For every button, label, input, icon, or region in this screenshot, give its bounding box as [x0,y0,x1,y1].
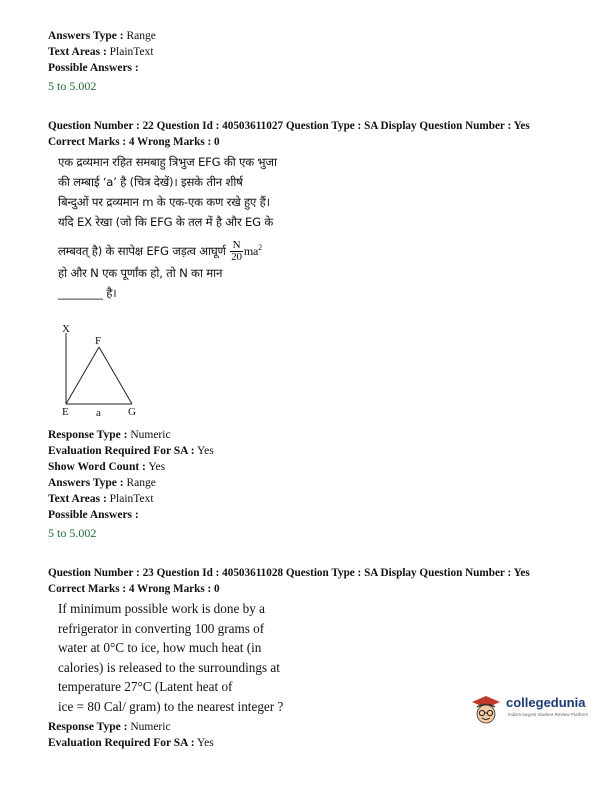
graduate-mascot-icon [468,693,504,727]
q23-line-3: water at 0°C to ice, how much heat (in [58,640,262,655]
possible-answers-row: Possible Answers : [48,62,139,74]
text-areas-row: Text Areas : PlainText [48,46,154,58]
side-ef [66,347,99,404]
q23-header: Question Number : 23 Question Id : 40503611028 Question Type : SA Display Question Number : Yes [48,567,530,579]
q22-line-2: की लम्बाई ‘a’ है (चित्र देखें)। इसके तीन शीर्ष [58,175,243,189]
side-fg [99,347,132,404]
q22-eval-required: Evaluation Required For SA : Yes [48,445,214,457]
q22-possible-answers-value: 5 to 5.002 [48,526,97,540]
q23-line-1: If minimum possible work is done by a [58,601,265,616]
q22-line-1: एक द्रव्यमान रहित समबाहु त्रिभुज EFG की एक भुजा [58,155,277,169]
q23-line-4: calories) is released to the surroundings at [58,659,280,675]
inertia-fraction: $\frac{N}{20}$ [231,238,242,263]
q22-response-type: Response Type : Numeric [48,429,171,441]
q22-text-areas: Text Areas : PlainText [48,493,154,505]
q22-line-3: बिन्दुओं पर द्रव्यमान m के एक-एक कण रखे हुए हैं। [58,195,270,209]
label-x: X [62,323,70,335]
label-f: F [95,335,102,347]
q22-word-count: Show Word Count : Yes [48,461,166,473]
q23-line-5: temperature 27°C (Latent heat of [58,679,233,694]
q23-line-6: ice = 80 Cal/ gram) to the nearest integer ? [58,698,284,714]
answers-type-row: Answers Type : Range [48,30,156,42]
q23-marks: Correct Marks : 4 Wrong Marks : 0 [48,583,220,595]
collegedunia-logo [468,693,603,727]
q22-question-text [58,152,308,303]
q22-line-5: लम्बवत् है) के सापेक्ष EFG जड़त्व आघूर्ण $\frac{N}{20}$ $ma^2$ [58,238,262,263]
possible-answers-value: 5 to 5.002 [48,79,97,93]
q23-response-type: Response Type : Numeric [48,721,171,733]
q22-answers-type: Answers Type : Range [48,477,156,489]
logo-tagline: India's largest Student Review Platform [508,712,589,717]
q22-marks: Correct Marks : 4 Wrong Marks : 0 [48,136,220,148]
label-e: E [62,406,69,418]
q23-eval-required: Evaluation Required For SA : Yes [48,737,214,749]
q22-possible-answers: Possible Answers : [48,509,139,521]
q22-line-7: ________ है। [58,285,117,300]
label-a: a [96,407,101,419]
triangle-figure [54,320,164,420]
q22-header: Question Number : 22 Question Id : 40503611027 Question Type : SA Display Question Number : Yes [48,120,530,132]
q23-line-2: refrigerator in converting 100 grams of [58,620,265,636]
q22-line-6: हो और N एक पूर्णांक हो, तो N का मान [58,265,223,280]
q23-question-text [58,599,298,716]
logo-brand: collegedunia [506,695,586,710]
triangle-diagram [54,320,164,420]
q22-line-4: यदि EX रेखा (जो कि EFG के तल में है और EG के [58,215,274,229]
label-g: G [128,406,136,418]
